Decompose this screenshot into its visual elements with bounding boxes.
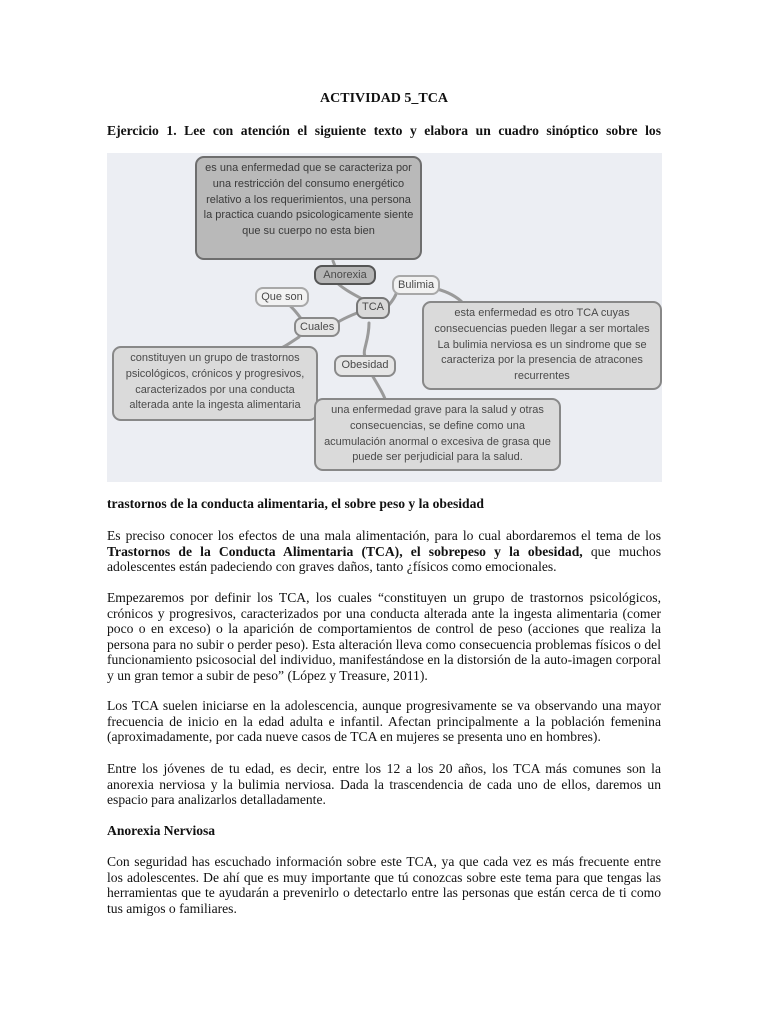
bulimia-node: Bulimia — [392, 275, 440, 295]
bulimia-description-box: esta enfermedad es otro TCA cuyas consecuencias pueden llegar a ser mortales La bulimia nerviosa es un sindrome que se caracteriza por la presencia de atracones recurrentes — [422, 301, 662, 390]
document-title: ACTIVIDAD 5_TCA — [320, 91, 448, 106]
connector-obesidad-text — [372, 375, 385, 399]
heading-anorexia-nerviosa: Anorexia Nerviosa — [107, 823, 216, 838]
mind-map — [107, 153, 662, 482]
cuales-description-box: constituyen un grupo de trastornos psicológicos, crónicos y progresivos, caracterizados por una conducta alterada ante la ingesta alimentaria — [112, 346, 318, 421]
paragraph-intro-part-a: Es preciso conocer los efectos de una mala alimentación, para lo cual abordaremos el tema de los — [107, 528, 661, 543]
obesidad-description-box: una enfermedad grave para la salud y otras consecuencias, se define como una acumulación anormal o excesiva de grasa que puede ser perjudicial para la salud. — [314, 398, 561, 471]
paragraph-intro — [107, 528, 661, 575]
paragraph-anorexia-intro: Con seguridad has escuchado información sobre este TCA, ya que cada vez es más frecuente entre los adolescentes. De ahí que es muy importante que tú conozcas sobre este tema para que tengas las herramientas que te ayudarán a prevenirlo o detectarlo entre las personas que están cerca de ti como tus amigos o familiares. — [107, 854, 661, 916]
obesidad-node: Obesidad — [334, 355, 396, 377]
paragraph-age-range: Entre los jóvenes de tu edad, es decir, entre los 12 a los 20 años, los TCA más comunes son la anorexia nerviosa y la bulimia nerviosa. Dada la trascendencia de cada uno de ellos, daremos un espacio para analizarlos detalladamente. — [107, 761, 661, 808]
paragraph-definition: Empezaremos por definir los TCA, los cuales “constituyen un grupo de trastornos psicológicos, crónicos y progresivos, caracterizados por una conducta alterada ante la ingesta alimentaria (comer poco o en exceso) o la aparición de comportamientos de control de peso (acciones que realiza la persona para no subir o perder peso). Esta alteración lleva como consecuencia problemas físicos o del funcionamiento psicosocial del individuo, manifestándose en la distorsión de la auto-imagen corporal y un gran temor a subir de peso” (López y Treasure, 2011). — [107, 590, 661, 683]
anorexia-description-box: es una enfermedad que se caracteriza por una restricción del consumo energético relativo a los requerimientos, una persona la practica cuando psicologicamente siente que su cuerpo no esta bien — [195, 156, 422, 260]
connector-tca-obesidad — [364, 323, 369, 356]
paragraph-intro-emphasis: Trastornos de la Conducta Alimentaria (TCA), el sobrepeso y la obesidad, — [107, 543, 583, 559]
que-son-node: Que son — [255, 287, 309, 307]
heading-after-map: trastornos de la conducta alimentaria, el sobre peso y la obesidad — [107, 496, 484, 511]
paragraph-intro-part-c: que muchos adolescentes están padeciendo con graves daños, tanto ¿físicos como emocionales. — [107, 543, 661, 575]
paragraph-onset: Los TCA suelen iniciarse en la adolescencia, aunque progresivamente se va observando una mayor frecuencia de inicio en la edad adulta e infantil. Afectan principalmente a la población femenina (aproximadamente, por cada nueve casos de TCA en mujeres se presenta uno en hombres). — [107, 698, 661, 745]
tca-center-node: TCA — [356, 297, 390, 319]
exercise-instruction: Ejercicio 1. Lee con atención el siguiente texto y elabora un cuadro sinóptico sobre los — [107, 123, 661, 138]
cuales-node: Cuales — [294, 317, 340, 337]
anorexia-node: Anorexia — [314, 265, 376, 285]
